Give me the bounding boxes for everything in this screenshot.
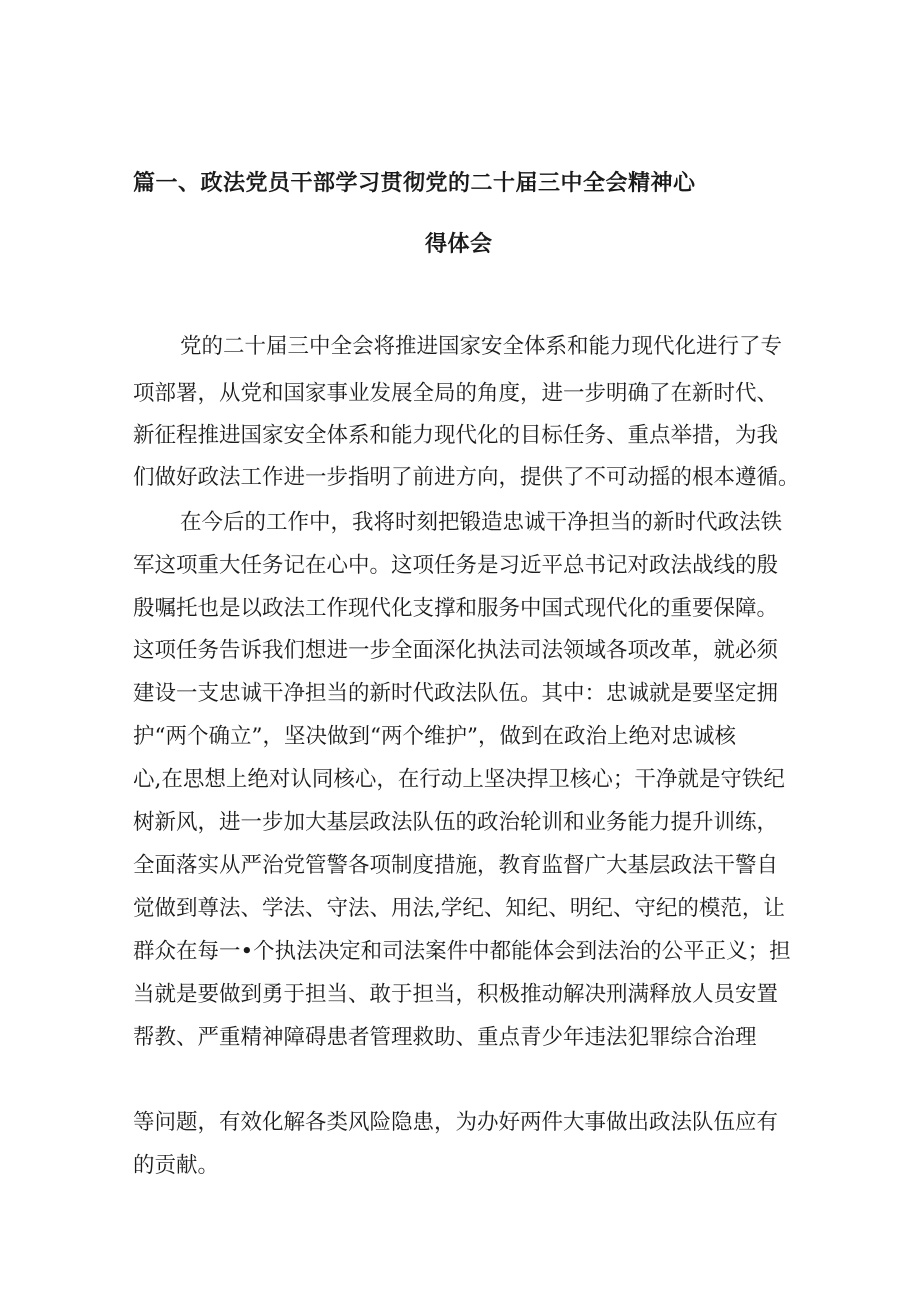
- paragraph-2-line-7: 心,在思想上绝对认同核心，在行动上坚决捍卫核心；干净就是守铁纪: [133, 767, 785, 792]
- paragraph-2-line-9: 全面落实从严治党管警各项制度措施，教育监督广大基层政法干警自: [133, 853, 779, 878]
- paragraph-2-line-12: 当就是要做到勇于担当、敢于担当，积极推动解决刑满释放人员安置: [133, 982, 779, 1007]
- paragraph-2-line-1: 在今后的工作中，我将时刻把锻造忠诚干净担当的新时代政法铁: [180, 510, 783, 535]
- document-title-line-2: 得体会: [425, 231, 493, 257]
- paragraph-2-line-14: 等问题，有效化解各类风险隐患，为办好两件大事做出政法队伍应有: [133, 1110, 779, 1135]
- paragraph-1-line-4: 们做好政法工作进一步指明了前进方向，提供了不可动摇的根本遵循。: [133, 465, 800, 490]
- paragraph-2-line-13: 帮教、严重精神障碍患者管理救助、重点青少年违法犯罪综合治理: [133, 1025, 757, 1050]
- paragraph-2-line-6: 护“两个确立”，坚决做到“两个维护”，做到在政治上绝对忠诚核: [133, 724, 736, 749]
- document-title-line-1: 篇一、政法党员干部学习贯彻党的二十届三中全会精神心: [133, 170, 696, 196]
- paragraph-2-line-10: 觉做到尊法、学法、守法、用法,学纪、知纪、明纪、守纪的模范，让: [133, 896, 785, 921]
- paragraph-1-line-1: 党的二十届三中全会将推进国家安全体系和能力现代化进行了专: [180, 334, 783, 359]
- paragraph-2-line-15: 的贡献。: [133, 1153, 220, 1178]
- paragraph-2-line-4: 这项任务告诉我们想进一步全面深化执法司法领域各项改革，就必须: [133, 638, 779, 663]
- paragraph-1-line-3: 新征程推进国家安全体系和能力现代化的目标任务、重点举措，为我: [133, 423, 779, 448]
- paragraph-2-line-5: 建设一支忠诚干净担当的新时代政法队伍。其中：忠诚就是要坚定拥: [133, 681, 779, 706]
- paragraph-2-line-11: 群众在每一•个执法决定和司法案件中都能体会到法治的公平正义；担: [133, 939, 791, 964]
- paragraph-2-line-2: 军这项重大任务记在心中。这项任务是习近平总书记对政法战线的殷: [133, 553, 779, 578]
- paragraph-1-line-2: 项部署，从党和国家事业发展全局的角度，进一步明确了在新时代、: [133, 381, 779, 406]
- paragraph-2-line-3: 殷嘱托也是以政法工作现代化支撑和服务中国式现代化的重要保障。: [133, 596, 779, 621]
- paragraph-2-line-8: 树新风，进一步加大基层政法队伍的政治轮训和业务能力提升训练，: [133, 810, 779, 835]
